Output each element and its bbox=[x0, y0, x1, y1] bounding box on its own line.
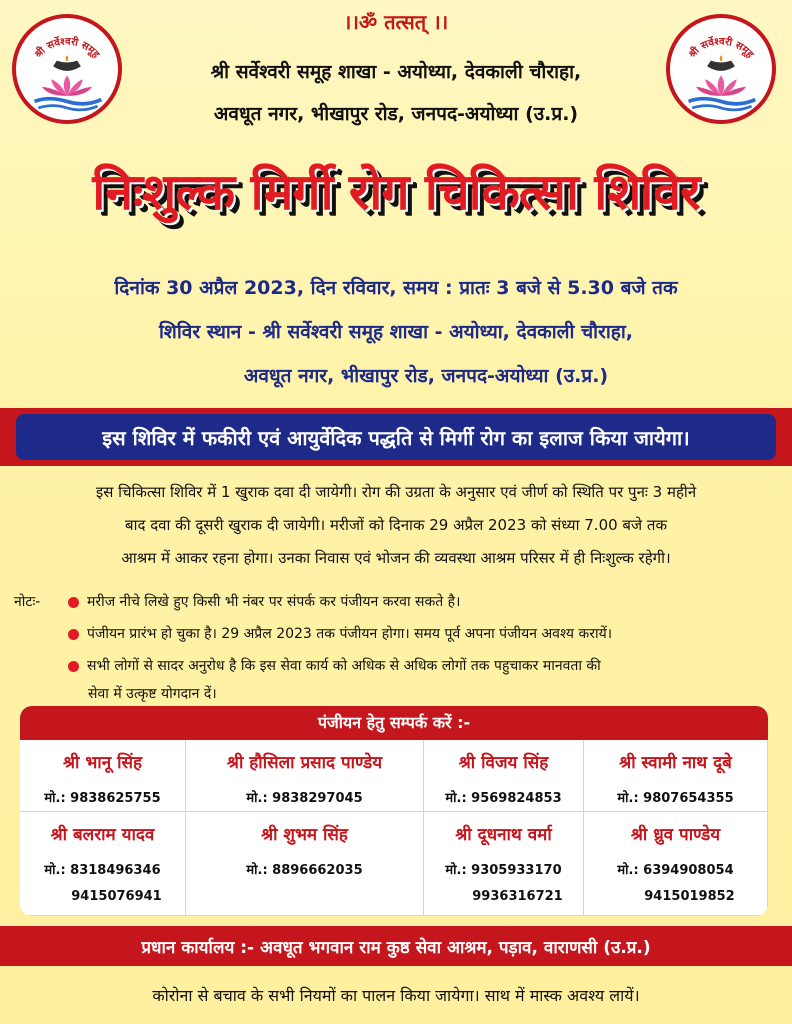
contact-phone: मो.: 8318496346 bbox=[44, 863, 161, 878]
note-item-continued: सेवा में उत्कृष्ट योगदान दें। bbox=[88, 686, 217, 702]
note-text: मरीज नीचे लिखे हुए किसी भी नंबर पर संपर्क कर पंजीयन करवा सकते है। bbox=[87, 594, 461, 610]
description-line3: आश्रम में आकर रहना होगा। उनका निवास एवं भोजन की व्यवस्था आश्रम परिसर में ही निःशुल्क रहेगी। bbox=[121, 549, 671, 567]
contact-phone-alt: 9415076941 bbox=[71, 889, 162, 904]
covid-notice: कोरोना से बचाव के सभी नियमों का पालन किया जायेगा। साथ में मास्क अवश्य लायें। bbox=[152, 986, 640, 1005]
contact-card bbox=[20, 812, 186, 916]
note-label: नोटः- bbox=[14, 594, 41, 610]
contact-grid bbox=[20, 740, 768, 916]
contact-card bbox=[186, 740, 424, 812]
contact-name: श्री दूधनाथ वर्मा bbox=[455, 825, 552, 845]
treatment-banner bbox=[0, 408, 792, 466]
contact-phone: मो.: 8896662035 bbox=[246, 863, 363, 878]
contact-card bbox=[584, 812, 768, 916]
contact-phone: मो.: 9569824853 bbox=[445, 791, 562, 806]
contact-card bbox=[186, 812, 424, 916]
contact-card bbox=[20, 740, 186, 812]
note-text: सभी लोगों से सादर अनुरोध है कि इस सेवा कार्य को अधिक से अधिक लोगों तक पहुचाकर मानवता की bbox=[87, 658, 601, 674]
treatment-banner-text: इस शिविर में फकीरी एवं आयुर्वेदिक पद्धति से मिर्गी रोग का इलाज किया जायेगा। bbox=[102, 425, 690, 450]
venue-line1: शिविर स्थान - श्री सर्वेश्वरी समूह शाखा - अयोध्या, देवकाली चौराहा, bbox=[159, 321, 633, 343]
contact-name: श्री ध्रुव पाण्डेय bbox=[630, 825, 721, 845]
head-office-text: प्रधान कार्यालय :- अवधूत भगवान राम कुष्ठ सेवा आश्रम, पड़ाव, वाराणसी (उ.प्र.) bbox=[141, 937, 651, 958]
note-item bbox=[68, 656, 601, 675]
description-line2: बाद दवा की दूसरी खुराक दी जायेगी। मरीजों को दिनाक 29 अप्रैल 2023 को संध्या 7.00 बजे तक bbox=[125, 516, 667, 534]
logo-text: श्री सर्वेश्वरी समूह bbox=[687, 36, 756, 61]
note-text: पंजीयन प्रारंभ हो चुका है। 29 अप्रैल 2023 तक पंजीयन होगा। समय पूर्व अपना पंजीयन अवश्य करायें। bbox=[87, 626, 613, 642]
org-address-line1: श्री सर्वेश्वरी समूह शाखा - अयोध्या, देवकाली चौराहा, bbox=[210, 61, 582, 83]
contact-phone: मो.: 9838297045 bbox=[246, 791, 363, 806]
contact-name: श्री हौसिला प्रसाद पाण्डेय bbox=[226, 753, 383, 773]
contact-card bbox=[424, 740, 584, 812]
bullet-icon bbox=[68, 597, 79, 608]
contact-card bbox=[584, 740, 768, 812]
venue-line2: अवधूत नगर, भीखापुर रोड, जनपद-अयोध्या (उ.प्र.) bbox=[243, 365, 609, 387]
contact-phone-alt: 9415019852 bbox=[644, 889, 735, 904]
head-office-bar bbox=[0, 926, 792, 966]
date-time-line: दिनांक 30 अप्रैल 2023, दिन रविवार, समय : प्रातः 3 बजे से 5.30 बजे तक bbox=[114, 277, 678, 299]
contact-name: श्री स्वामी नाथ दूबे bbox=[619, 753, 732, 773]
bullet-icon bbox=[68, 661, 79, 672]
contact-card bbox=[424, 812, 584, 916]
contact-phone: मो.: 9807654355 bbox=[617, 791, 734, 806]
contact-phone: मो.: 9838625755 bbox=[44, 791, 161, 806]
logo-text: श्री सर्वेश्वरी समूह bbox=[33, 36, 102, 61]
org-address-line2: अवधूत नगर, भीखापुर रोड, जनपद-अयोध्या (उ.प्र.) bbox=[213, 103, 579, 125]
contact-name: श्री बलराम यादव bbox=[50, 825, 155, 845]
contact-phone-alt: 9936316721 bbox=[472, 889, 563, 904]
page-title: निःशुल्क मिर्गी रोग चिकित्सा शिविर bbox=[92, 163, 700, 221]
contact-name: श्री भानू सिंह bbox=[63, 753, 142, 773]
note-item bbox=[68, 624, 612, 643]
treatment-banner-inner bbox=[16, 414, 776, 460]
contact-header: पंजीयन हेतु सम्पर्क करें :- bbox=[20, 706, 768, 740]
bullet-icon bbox=[68, 629, 79, 640]
contact-box bbox=[20, 706, 768, 916]
note-item bbox=[68, 592, 460, 611]
contact-phone: मो.: 6394908054 bbox=[617, 863, 734, 878]
contact-name: श्री विजय सिंह bbox=[458, 753, 549, 773]
description-line1: इस चिकित्सा शिविर में 1 खुराक दवा दी जायेगी। रोग की उग्रता के अनुसार एवं जीर्ण को स्थिति पर पुनः 3 महीने bbox=[95, 483, 697, 501]
contact-phone: मो.: 9305933170 bbox=[445, 863, 562, 878]
contact-name: श्री शुभम सिंह bbox=[261, 825, 348, 845]
om-tatsat: ।।ॐ तत्सत् ।। bbox=[343, 10, 449, 34]
